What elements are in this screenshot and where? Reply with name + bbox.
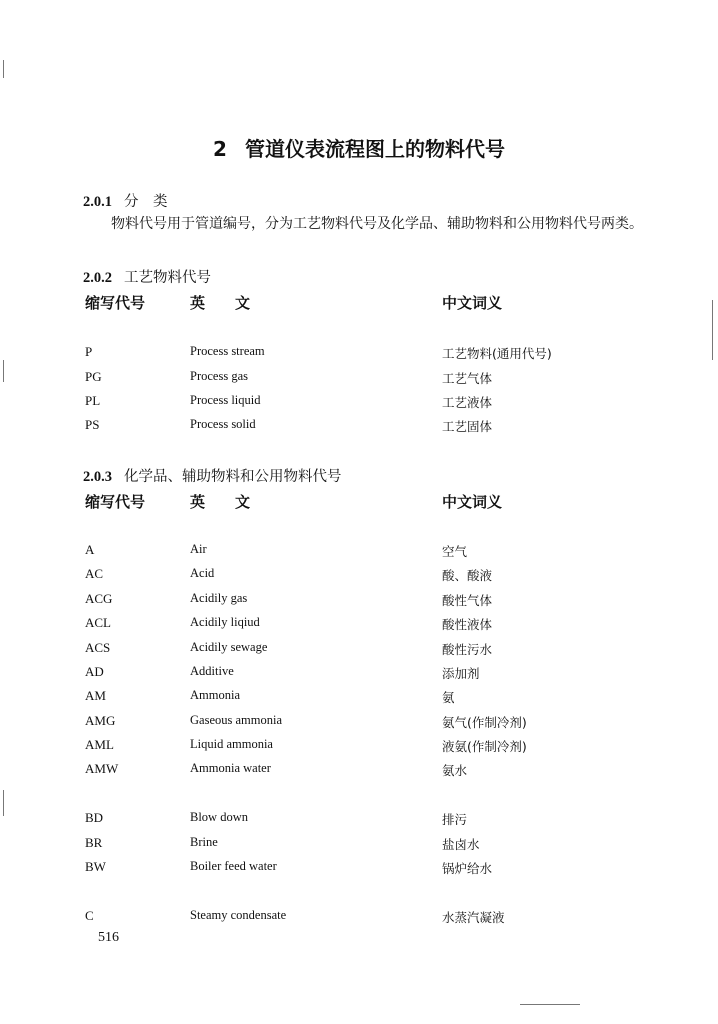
chapter-title [0, 133, 718, 162]
chinese-cell: 酸性气体 [442, 593, 493, 608]
table-row [0, 761, 718, 781]
code-cell: AML [85, 737, 114, 752]
column-header-chinese: 中文词义 [442, 294, 503, 312]
code-cell: PS [85, 417, 100, 432]
page-number: 516 [98, 930, 119, 945]
chinese-cell: 液氨(作制冷剂) [442, 739, 527, 754]
table-row [0, 810, 718, 830]
english-cell: Acidily liqiud [190, 615, 260, 629]
code-cell: ACG [85, 591, 113, 606]
section-number: 2.0.3 [83, 469, 112, 485]
chinese-cell: 工艺固体 [442, 419, 493, 434]
chinese-cell: 氨气(作制冷剂) [442, 715, 527, 730]
chinese-cell: 氨水 [442, 763, 468, 778]
section-title: 分 类 [124, 194, 168, 210]
section-title: 工艺物料代号 [124, 270, 211, 286]
code-cell: P [85, 344, 93, 359]
column-header-english: 英 文 [190, 294, 251, 312]
section-heading-2-0-3 [83, 465, 342, 486]
section-paragraph [83, 212, 643, 236]
code-cell: ACS [85, 640, 111, 655]
table-row [0, 417, 718, 437]
column-header-code: 缩写代号 [85, 493, 146, 511]
chinese-cell: 酸性液体 [442, 617, 493, 632]
english-cell: Blow down [190, 810, 248, 824]
scan-mark [712, 300, 713, 360]
english-cell: Ammonia water [190, 761, 271, 775]
scan-mark [3, 60, 4, 78]
table-row [0, 566, 718, 586]
scan-mark [520, 1004, 580, 1005]
code-cell: ACL [85, 615, 111, 630]
table-row [0, 835, 718, 855]
section-title: 化学品、辅助物料和公用物料代号 [124, 469, 342, 485]
section-number: 2.0.1 [83, 194, 112, 210]
table-row [0, 344, 718, 364]
english-cell: Gaseous ammonia [190, 713, 282, 727]
english-cell: Ammonia [190, 688, 240, 702]
english-cell: Brine [190, 835, 218, 849]
scan-mark [3, 790, 4, 816]
chinese-cell: 盐卤水 [442, 837, 480, 852]
table-row [0, 737, 718, 757]
scan-mark [3, 360, 4, 382]
chinese-cell: 工艺物料(通用代号) [442, 346, 552, 361]
chinese-cell: 水蒸汽凝液 [442, 910, 505, 925]
table-row [0, 664, 718, 684]
chinese-cell: 锅炉给水 [442, 861, 493, 876]
chinese-cell: 工艺气体 [442, 371, 493, 386]
table-row [0, 369, 718, 389]
table-row [0, 542, 718, 562]
code-cell: BD [85, 810, 104, 825]
english-cell: Liquid ammonia [190, 737, 273, 751]
chinese-cell: 酸、酸液 [442, 568, 493, 583]
code-cell: AM [85, 688, 106, 703]
table-row [0, 713, 718, 733]
english-cell: Process stream [190, 344, 265, 358]
english-cell: Steamy condensate [190, 908, 287, 922]
section-heading-2-0-1 [83, 190, 168, 211]
chinese-cell: 酸性污水 [442, 642, 493, 657]
table-row [0, 615, 718, 635]
code-cell: PL [85, 393, 101, 408]
column-header-chinese: 中文词义 [442, 493, 503, 511]
chinese-cell: 空气 [442, 544, 468, 559]
table-row [0, 640, 718, 660]
chinese-cell: 氨 [442, 690, 455, 705]
english-cell: Process solid [190, 417, 256, 431]
chinese-cell: 工艺液体 [442, 395, 493, 410]
english-cell: Boiler feed water [190, 859, 277, 873]
english-cell: Acidily sewage [190, 640, 268, 654]
code-cell: AMW [85, 761, 119, 776]
table-row [0, 688, 718, 708]
chapter-number: 2 [213, 137, 227, 161]
english-cell: Air [190, 542, 207, 556]
english-cell: Process liquid [190, 393, 261, 407]
english-cell: Acid [190, 566, 215, 580]
paragraph-text: 物料代号用于管道编号，分为工艺物料代号及化学品、辅助物料和公用物料代号两类。 [111, 216, 643, 232]
chinese-cell: 添加剂 [442, 666, 480, 681]
chapter-title-text: 管道仪表流程图上的物料代号 [244, 137, 505, 161]
table-row [0, 393, 718, 413]
table-row [0, 859, 718, 879]
english-cell: Process gas [190, 369, 248, 383]
section-heading-2-0-2 [83, 266, 211, 287]
code-cell: BR [85, 835, 103, 850]
code-cell: BW [85, 859, 106, 874]
table-row [0, 591, 718, 611]
code-cell: AC [85, 566, 104, 581]
code-cell: AD [85, 664, 104, 679]
code-cell: A [85, 542, 95, 557]
section-number: 2.0.2 [83, 270, 112, 286]
table-row [0, 908, 718, 928]
code-cell: C [85, 908, 94, 923]
chinese-cell: 排污 [442, 812, 468, 827]
english-cell: Additive [190, 664, 234, 678]
column-header-english: 英 文 [190, 493, 251, 511]
column-header-code: 缩写代号 [85, 294, 146, 312]
code-cell: PG [85, 369, 102, 384]
code-cell: AMG [85, 713, 116, 728]
english-cell: Acidily gas [190, 591, 248, 605]
